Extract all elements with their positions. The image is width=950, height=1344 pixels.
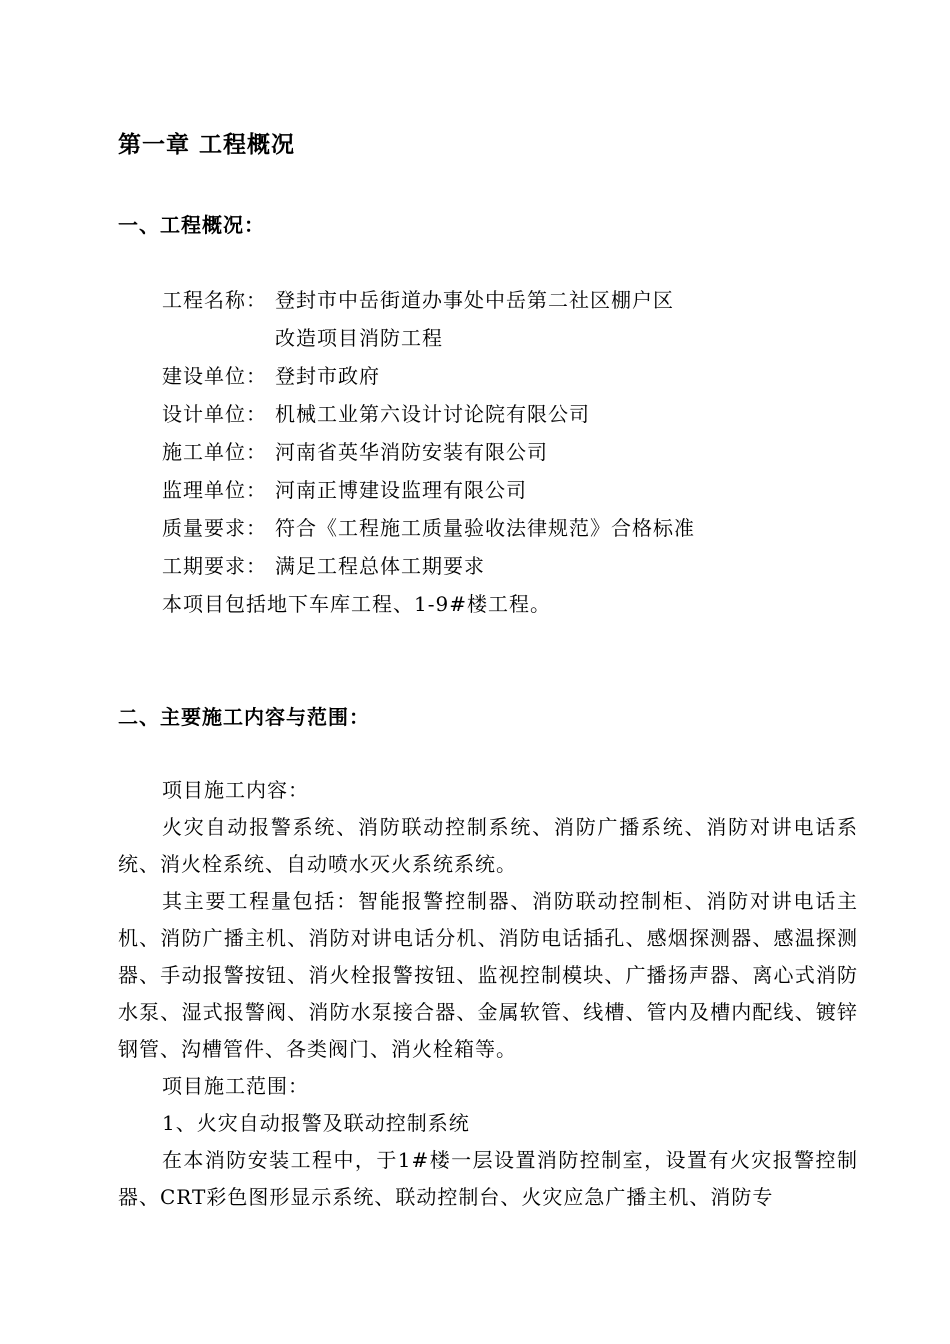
info-row-contractor xyxy=(162,433,695,471)
info-value: 满足工程总体工期要求 xyxy=(275,554,485,578)
info-value: 河南正博建设监理有限公司 xyxy=(275,478,527,502)
section-heading-overview: 一、工程概况： xyxy=(118,213,265,237)
scope-note: 本项目包括地下车库工程、1-9#楼工程。 xyxy=(162,592,551,616)
info-row-designer xyxy=(162,395,695,433)
project-info-list xyxy=(162,281,695,623)
info-label: 设计单位： xyxy=(162,402,267,426)
info-label: 工期要求： xyxy=(162,554,267,578)
info-row-schedule xyxy=(162,547,695,585)
section2-body xyxy=(118,772,858,1216)
info-label: 施工单位： xyxy=(162,440,267,464)
info-row-project-name xyxy=(162,281,695,319)
info-row-quality xyxy=(162,509,695,547)
info-value: 登封市政府 xyxy=(275,364,380,388)
info-label: 工程名称： xyxy=(162,288,267,312)
scope-item-title: 1、火灾自动报警及联动控制系统 xyxy=(162,1111,470,1135)
info-label: 质量要求： xyxy=(162,516,267,540)
info-value: 登封市中岳街道办事处中岳第二社区棚户区 xyxy=(275,288,674,312)
systems-paragraph: 火灾自动报警系统、消防联动控制系统、消防广播系统、消防对讲电话系统、消火栓系统、自动喷水灭火系统系统。 xyxy=(118,815,858,876)
section-heading-scope: 二、主要施工内容与范围： xyxy=(118,705,370,729)
scope-title: 项目施工范围： xyxy=(162,1074,309,1098)
info-label: 监理单位： xyxy=(162,478,267,502)
info-value: 符合《工程施工质量验收法律规范》合格标准 xyxy=(275,516,695,540)
info-row-supervisor xyxy=(162,471,695,509)
info-value-continuation: 改造项目消防工程 xyxy=(275,326,443,350)
chapter-title: 第一章 工程概况 xyxy=(118,132,296,158)
scope-item-paragraph: 在本消防安装工程中，于1#楼一层设置消防控制室，设置有火灾报警控制器、CRT彩色图形显示系统、联动控制台、火灾应急广播主机、消防专 xyxy=(118,1148,858,1209)
info-row-client xyxy=(162,357,695,395)
info-value: 河南省英华消防安装有限公司 xyxy=(275,440,548,464)
content-title: 项目施工内容： xyxy=(162,778,309,802)
quantities-paragraph: 其主要工程量包括：智能报警控制器、消防联动控制柜、消防对讲电话主机、消防广播主机、消防对讲电话分机、消防电话插孔、感烟探测器、感温探测器、手动报警按钮、消火栓报警按钮、监视控制模块、广播扬声器、离心式消防水泵、湿式报警阀、消防水泵接合器、金属软管、线槽、管内及槽内配线、镀锌钢管、沟槽管件、各类阀门、消火栓箱等。 xyxy=(118,889,858,1061)
info-label: 建设单位： xyxy=(162,364,267,388)
info-value: 机械工业第六设计讨论院有限公司 xyxy=(275,402,590,426)
